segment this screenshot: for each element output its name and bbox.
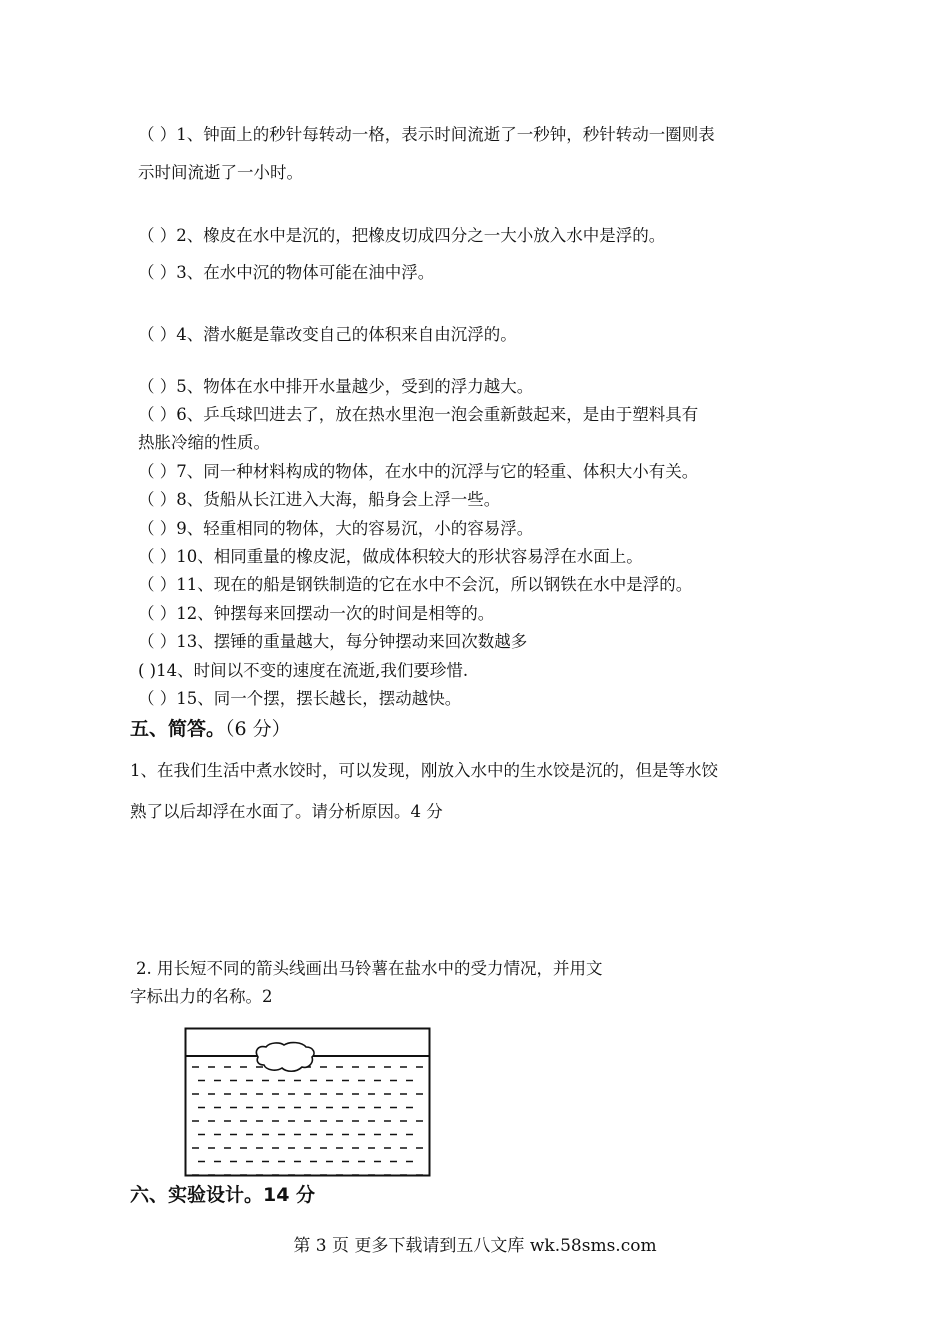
potato-in-salt-water-figure <box>184 1027 432 1179</box>
question-6-line-1: （ ）6、乒乓球凹进去了，放在热水里泡一泡会重新鼓起来，是由于塑料具有 <box>138 405 699 424</box>
short-answer-2-line-1: 2. 用长短不同的箭头线画出马铃薯在盐水中的受力情况，并用文 <box>136 959 603 978</box>
question-1-line-2: 示时间流逝了一小时。 <box>138 163 303 182</box>
question-1-line-1: （ ）1、钟面上的秒针每转动一格，表示时间流逝了一秒钟，秒针转动一圈则表 <box>138 125 715 144</box>
question-13: （ ）13、摆锤的重量越大，每分钟摆动来回次数越多 <box>138 632 528 651</box>
section-5-score: （6 分） <box>225 718 291 740</box>
question-15: （ ）15、同一个摆，摆长越长，摆动越快。 <box>138 689 462 708</box>
question-6-line-2: 热胀冷缩的性质。 <box>138 433 270 452</box>
short-answer-1-line-2: 熟了以后却浮在水面了。请分析原因。4 分 <box>130 802 443 821</box>
question-4: （ ）4、潜水艇是靠改变自己的体积来自由沉浮的。 <box>138 325 517 344</box>
short-answer-2-line-2: 字标出力的名称。2 <box>130 987 273 1006</box>
section-5-title: 五、简答。 <box>130 718 226 740</box>
page-footer: 第 3 页 更多下载请到五八文库 wk.58sms.com <box>293 1236 657 1256</box>
question-5: （ ）5、物体在水中排开水量越少，受到的浮力越大。 <box>138 377 534 396</box>
question-11: （ ）11、现在的船是钢铁制造的它在水中不会沉，所以钢铁在水中是浮的。 <box>138 575 693 594</box>
question-14: ( )14、时间以不变的速度在流逝,我们要珍惜. <box>138 661 469 680</box>
question-12: （ ）12、钟摆每来回摆动一次的时间是相等的。 <box>138 604 495 623</box>
question-3: （ ）3、在水中沉的物体可能在油中浮。 <box>138 263 435 282</box>
section-5-heading <box>130 714 291 741</box>
question-10: （ ）10、相同重量的橡皮泥，做成体积较大的形状容易浮在水面上。 <box>138 547 643 566</box>
question-7: （ ）7、同一种材料构成的物体，在水中的沉浮与它的轻重、体积大小有关。 <box>138 462 699 481</box>
question-8: （ ）8、货船从长江进入大海，船身会上浮一些。 <box>138 490 501 509</box>
question-9: （ ）9、轻重相同的物体，大的容易沉，小的容易浮。 <box>138 519 534 538</box>
potato-shape <box>256 1043 314 1072</box>
question-2: （ ）2、橡皮在水中是沉的，把橡皮切成四分之一大小放入水中是浮的。 <box>138 226 666 245</box>
section-6-heading: 六、实验设计。14 分 <box>130 1184 316 1206</box>
short-answer-1-line-1: 1、在我们生活中煮水饺时，可以发现，刚放入水中的生水饺是沉的，但是等水饺 <box>130 761 718 780</box>
